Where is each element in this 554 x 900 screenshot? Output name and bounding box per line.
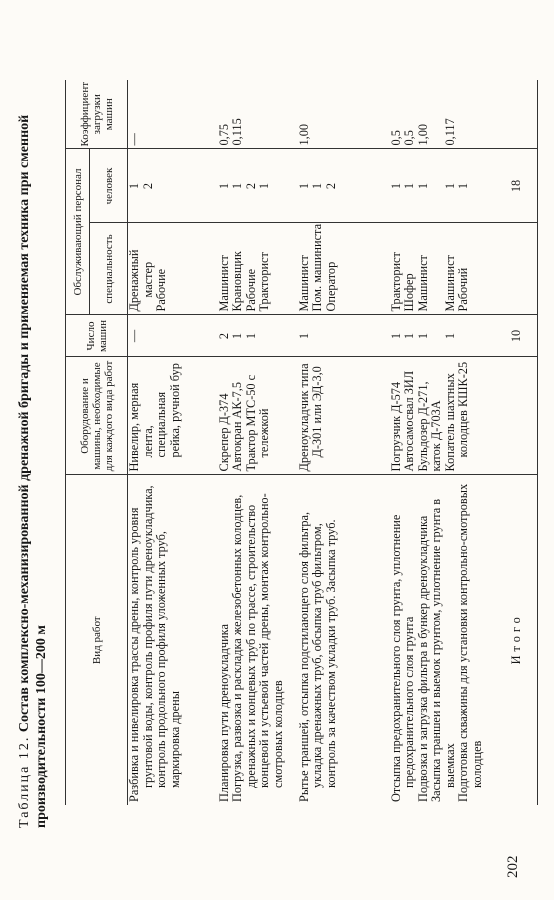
equipment-cell (390, 357, 498, 475)
header-work: Вид работ (66, 475, 128, 805)
total-machines: 10 (498, 315, 538, 357)
specialty-cell-line: Машинист (442, 255, 457, 312)
machines-cell-line: 1 (296, 332, 311, 340)
equipment-cell-line: Дреноукладчик типа Д-301 или ЭД-3,0 (296, 363, 325, 472)
persons-cell-line: 2 (323, 182, 338, 190)
persons-cell-line: 1 (296, 182, 311, 190)
work-cell-line: Подвозка и загрузка фильтра в бункер дреноукладчика (415, 515, 430, 802)
specialty-cell-line: Оператор (323, 261, 338, 312)
machines-cell (298, 315, 390, 357)
header-specialty: специальность (90, 223, 128, 315)
equipment-cell (298, 357, 390, 475)
specialty-cell-line: Крановщик (230, 251, 245, 312)
total-row (498, 80, 538, 805)
machines-cell-line: 1 (230, 332, 245, 340)
specialty-cell (218, 223, 298, 315)
work-cell-line: Отсыпка предохранительного слоя грунта, уплотнение предохранительного слоя грунта (388, 514, 417, 802)
coef-cell-line: 0,117 (442, 118, 457, 146)
equipment-cell-line: Скрепер Д-374 (216, 393, 231, 472)
header-staff: Обслуживающий персонал (66, 149, 90, 315)
coef-cell-line (430, 80, 444, 146)
coef-cell-line: 0,115 (230, 118, 245, 146)
header-equipment: Оборудование и машины, необходимые для каждого вида работ (66, 357, 128, 475)
total-coef (498, 80, 538, 149)
machines-cell-line: 2 (216, 332, 231, 340)
equipment-cell-line: Трактор МТС-50 с тележкой (243, 374, 272, 472)
persons-cell-line: 1 (310, 182, 325, 190)
work-cell-line: Засыпка траншеи и выемок грунтом, уплотнение грунта в выемках (429, 498, 457, 802)
table-label: Таблица 12. (17, 735, 32, 828)
table-row (298, 80, 390, 805)
header-coef: Коэффициент загрузки машин (66, 80, 128, 149)
machines-cell (128, 315, 218, 357)
persons-cell-line: 1 (388, 182, 403, 190)
work-cell (218, 475, 298, 805)
persons-cell-line: 1 (402, 182, 417, 190)
work-cell-line: Погрузка, развозка и раскладка железобетонных колодцев, дренажных и концевых труб по трассе, строительство концевой и устьевой частей дрены, монтаж контрольно-смотровых колодцев (230, 493, 285, 802)
equipment-cell-line: Погрузчик Д-574 (388, 381, 403, 472)
coef-cell (218, 80, 298, 149)
coef-cell (390, 80, 498, 149)
work-cell-line: Разбивка и нивелировка трассы дрены, контроль уровня грунтовой воды, контроль профиля пути дреноукладчика, контроль продольного профиля уложенных труб, маркировка дрены (127, 485, 182, 802)
table-row (390, 80, 498, 805)
work-cell-line: Рытье траншей, отсыпка подстилающего слоя фильтра, укладка дренажных труб, обсыпка труб фильтром, контроль за качеством укладки труб. Засыпка труб. (296, 511, 338, 802)
work-cell (298, 475, 390, 805)
coef-cell-line: — (127, 133, 141, 146)
total-label: Итого (498, 475, 538, 805)
coef-cell-line: 0,5 (388, 130, 403, 146)
equipment-cell-line: каток Д-703А (429, 400, 444, 472)
specialty-cell-line: Машинист (216, 255, 231, 312)
work-cell-line: Подготовка скважины для установки контрольно-смотровых колодцев (456, 483, 485, 802)
table-row (218, 80, 298, 805)
specialty-cell-line: Рабочие (243, 268, 258, 312)
header-persons: человек (90, 149, 128, 223)
persons-cell-line (430, 150, 444, 223)
work-cell-line: Планировка пути дреноукладчика (216, 624, 231, 802)
persons-cell-line: 1 (442, 182, 457, 190)
persons-cell-line: 2 (140, 182, 155, 190)
machines-cell (218, 315, 298, 357)
coef-cell (128, 80, 218, 149)
specialty-cell-line: Рабочие (154, 268, 169, 312)
table-caption: Состав комплексно-механизированной дренажной бригады и применяемая техника при сменной производительности 100—200 м (17, 114, 49, 828)
coef-cell-line: 1,00 (415, 123, 430, 146)
table-body (128, 80, 538, 805)
persons-cell-line: 1 (216, 182, 231, 190)
specialty-cell-line: Тракторист (388, 252, 403, 312)
page-number: 202 (505, 855, 521, 878)
specialty-cell-line: Рабочий (456, 267, 471, 312)
table-title (16, 13, 50, 828)
machines-cell-line: 1 (415, 332, 430, 340)
specialty-cell-line (430, 224, 444, 312)
persons-cell (218, 149, 298, 223)
persons-cell-line: 1 (127, 182, 141, 190)
equipment-cell-line: Бульдозер Д-271, (415, 381, 430, 472)
persons-cell-line: 1 (230, 182, 245, 190)
work-cell (390, 475, 498, 805)
coef-cell-line: 0,75 (216, 123, 231, 146)
machines-cell (390, 315, 498, 357)
machines-cell-line: 1 (388, 332, 403, 340)
specialty-cell-line: Машинист (415, 255, 430, 312)
total-specialty (498, 223, 538, 315)
equipment-cell-line: Автосамосвал ЗИЛ (402, 370, 417, 472)
table-row (128, 80, 218, 805)
persons-cell-line: 1 (456, 182, 471, 190)
equipment-cell (128, 357, 218, 475)
equipment-cell-line: Копатель шахтных колодцев КШК-25 (442, 361, 471, 472)
work-cell (128, 475, 218, 805)
persons-cell-line: 2 (243, 182, 258, 190)
specialty-cell (298, 223, 390, 315)
specialty-cell-line: Шофер (402, 273, 417, 312)
specialty-cell-line: Машинист (296, 255, 311, 312)
header-machines: Число машин (66, 315, 128, 357)
operations-table (65, 80, 538, 805)
specialty-cell-line: Пом. машиниста (310, 223, 325, 312)
machines-cell-line: 1 (402, 332, 417, 340)
specialty-cell (128, 223, 218, 315)
total-equipment (498, 357, 538, 475)
persons-cell (128, 149, 218, 223)
machines-cell-line: — (127, 329, 141, 343)
persons-cell-line: 1 (257, 182, 272, 190)
coef-cell-line: 0,5 (402, 130, 417, 146)
equipment-cell-line: Нивелир, мерная лента, специальная рейка, ручной бур (127, 363, 182, 472)
specialty-cell (390, 223, 498, 315)
equipment-cell (218, 357, 298, 475)
machines-cell-line: 1 (442, 332, 457, 340)
persons-cell (390, 149, 498, 223)
machines-cell-line: 1 (243, 332, 258, 340)
machines-cell-line (430, 316, 444, 357)
equipment-cell-line: Автокран АК-7,5 (230, 381, 245, 472)
coef-cell-line: 1,00 (296, 123, 311, 146)
coef-cell (298, 80, 390, 149)
specialty-cell-line: Тракторист (257, 252, 272, 312)
specialty-cell-line: Дренажный мастер (127, 249, 155, 312)
total-persons: 18 (498, 149, 538, 223)
persons-cell-line: 1 (415, 182, 430, 190)
persons-cell (298, 149, 390, 223)
